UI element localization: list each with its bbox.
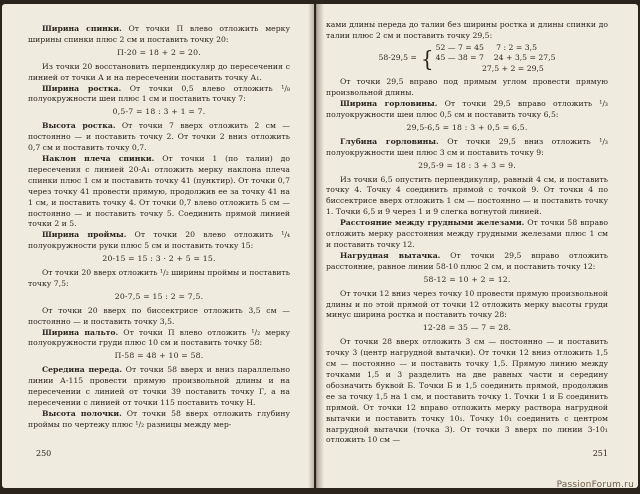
calculation-label: 58-29,5 =: [378, 53, 417, 63]
paragraph: [326, 77, 608, 99]
section-heading: Ширина горловины.: [340, 99, 438, 109]
paragraph: [28, 230, 290, 252]
paragraph-text: От точки П влево отложить ¹/₂ мерку полуокружности груди плюс 10 см и поставить точку 58:: [28, 327, 290, 348]
paragraph-text: От точки 58 вверх и вниз параллельно линии А-115 провести прямую произвольной длины и на пересечении с линией от точки 39 поставить точку Г, а на пересечении с линией от точки 115 поставить точку Н.: [28, 365, 290, 407]
paragraph: [326, 337, 608, 446]
right-page-number: 251: [592, 449, 608, 458]
section-heading: Ширина ростка.: [42, 83, 122, 93]
paragraph: [28, 154, 290, 230]
calculation-row: 27,5 + 2 = 29,5: [435, 63, 544, 73]
paragraph: [28, 24, 290, 46]
section-heading: Середина переда.: [42, 365, 123, 375]
paragraph-text: От точки П влево отложить мерку ширины спинки плюс 2 см и поставить точку 20:: [28, 24, 290, 44]
paragraph: [28, 62, 290, 84]
section-heading: Ширина пальто.: [42, 327, 119, 337]
section-heading: Ширина спинки.: [42, 24, 122, 33]
calculation-row: 45 — 38 = 7 24 + 3,5 = 27,5: [435, 53, 556, 63]
left-page-text: [28, 24, 290, 431]
section-heading: Высота полочки.: [42, 408, 122, 418]
section-heading: Наклон плеча спинки.: [42, 153, 155, 163]
paragraph-text: От точки 1 (по талии) до пересечения с линией 20-А₁ отложить мерку наклона плеча спинки плюс 1 см и поставить точку 41 (пунктир). От точки 0,7 через точку 41 провести прямую, продолжив ее за точку 41 на 1 см, и поставить точку 4. От точки 0,7 влево отложить 5 см — постоянно — и поставить точку 5. Соединить прямой линией точки 2 и 5.: [28, 153, 290, 229]
calculation-block: [326, 43, 608, 75]
paragraph-text: От точки 12 вниз через точку 10 провести прямую произвольной длины и по этой прямой от точки 12 отложить мерку высоты груди минус ширина ростка и поставить точку 28:: [326, 288, 608, 320]
paragraph: [326, 218, 608, 251]
paragraph-text: От точки 29,5 вниз отложить ¹/₃ полуокружности шеи плюс 3 см и поставить точку 9:: [326, 136, 608, 157]
section-heading: Нагрудная вытачка.: [340, 250, 441, 260]
paragraph: [326, 137, 608, 159]
calculation-rows: [436, 43, 556, 75]
right-page-text: [326, 20, 608, 446]
paragraph-text: От точки 20 влево отложить ¹/₄ полуокружности руки плюс 5 см и поставить точку 15:: [28, 230, 291, 251]
left-page: [2, 4, 314, 488]
section-heading: Глубина горловины.: [340, 136, 439, 146]
formula: П-58 = 48 + 10 = 58.: [114, 351, 204, 361]
paragraph-text: От точки 29,5 вправо отложить расстояние, равное линии 58-10 плюс 2 см, и поставить точку 12:: [326, 250, 608, 271]
paragraph: [326, 251, 608, 273]
paragraph: [28, 306, 290, 328]
paragraph-text: ками длины переда до талии без ширины ростка и длины спинки до талии плюс 2 см и поставить точку 29,5:: [326, 20, 608, 40]
formula: П-20 = 18 + 2 = 20.: [117, 47, 201, 57]
paragraph-text: От точки 20 вверх отложить ¹/₂ ширины проймы и поставить точку 7,5:: [28, 268, 290, 288]
paragraph: [28, 365, 290, 409]
paragraph: [28, 409, 290, 431]
paragraph: [28, 328, 290, 350]
paragraph-text: Из точки 20 восстановить перпендикуляр до пересечения с линией от точки А и на пересечении поставить точку А₁.: [28, 61, 290, 82]
brace-glyph: {: [420, 45, 434, 72]
paragraph-text: От точки 58 вверх отложить глубину проймы по чертежу плюс ¹/₂ разницы между мер-: [28, 408, 290, 429]
paragraph-text: От точки 7 вверх отложить 2 см — постоянно — и поставить точку 2. От точки 2 вниз отложить 0,7 см и поставить точку 0,7.: [28, 121, 290, 153]
watermark: PassionForum.ru: [556, 480, 634, 490]
paragraph-text: От точки 58 вправо отложить мерку расстояния между грудными железами плюс 1 см и поставить точку 12.: [326, 218, 608, 249]
paragraph-text: От точки 29,5 вправо под прямым углом провести прямую произвольной длины.: [326, 77, 608, 98]
paragraph: [28, 84, 290, 106]
formula: 58-12 = 10 + 2 = 12.: [423, 274, 511, 284]
paragraph: [326, 289, 608, 322]
paragraph: [28, 268, 290, 290]
formula: 20-7,5 = 15 : 2 = 7,5.: [114, 291, 204, 301]
paragraph: [28, 121, 290, 154]
paragraph-text: От точки 29,5 вправо отложить ¹/₃ полуокружности шеи плюс 0,5 см и поставить точку 6,5:: [326, 99, 608, 120]
paragraph-text: От точки 0,5 влево отложить ¹/₈ полуокружности шеи плюс 1 см и поставить точку 7:: [28, 83, 290, 104]
formula: 12-28 = 35 — 7 = 28.: [422, 323, 512, 333]
paragraph: [326, 99, 608, 121]
paragraph: [326, 20, 608, 42]
formula: 29,5-9 = 18 : 3 + 3 = 9.: [418, 160, 516, 170]
paragraph-text: Из точки 6,5 опустить перпендикуляр, равный 4 см, и поставить точку 4. Точку 4 соединить прямой с точкой 9. От точки 4 по биссектрисе вверх отложить 1 см — постоянно — и поставить точку 1. Точки 6,5 и 9 через 1 и 9 слегка вогнутой линией.: [326, 174, 608, 217]
paragraph-text: От точки 20 вверх по биссектрисе отложить 3,5 см — постоянно — и поставить точку 3,5.: [28, 305, 290, 326]
paragraph-text: От точки 28 вверх отложить 3 см — постоянно — и поставить точку 3 (центр нагрудной вытачки). От точки 12 вниз отложить 1,5 см — постоянно — и поставить точку 1,5. Прямую линию между точками 1,5 и 3 разделить на две равных части и середину обозначить буквой Б. Точки Б и 1,5 соединить прямой, продолжив ее за точку 1,5 на 1 см, и поставить точку 1. Точки 1 и Б соединить прямой. От точки 12 вправо отложить мерку раствора нагрудной вытачки и поставить точку 10₁. Точку 10₁ соединить с центром нагрудной вытачки (точка 3). От точки 3 вверх по линии 3-10₁ отложить 10 см —: [326, 337, 608, 445]
section-heading: Высота ростка.: [42, 121, 116, 131]
calculation-row: 52 — 7 = 45 7 : 2 = 3,5: [435, 42, 537, 52]
section-heading: Ширина проймы.: [42, 230, 127, 240]
formula: 0,5-7 = 18 : 3 + 1 = 7.: [112, 107, 206, 117]
right-page: [316, 4, 638, 488]
section-heading: Расстояние между грудными железами.: [340, 218, 525, 228]
left-page-number: 250: [36, 449, 52, 458]
paragraph: [326, 175, 608, 219]
formula: 29,5-6,5 = 18 : 3 + 0,5 = 6,5.: [406, 122, 528, 132]
formula: 20-15 = 15 : 3 · 2 + 5 = 15.: [102, 254, 216, 264]
